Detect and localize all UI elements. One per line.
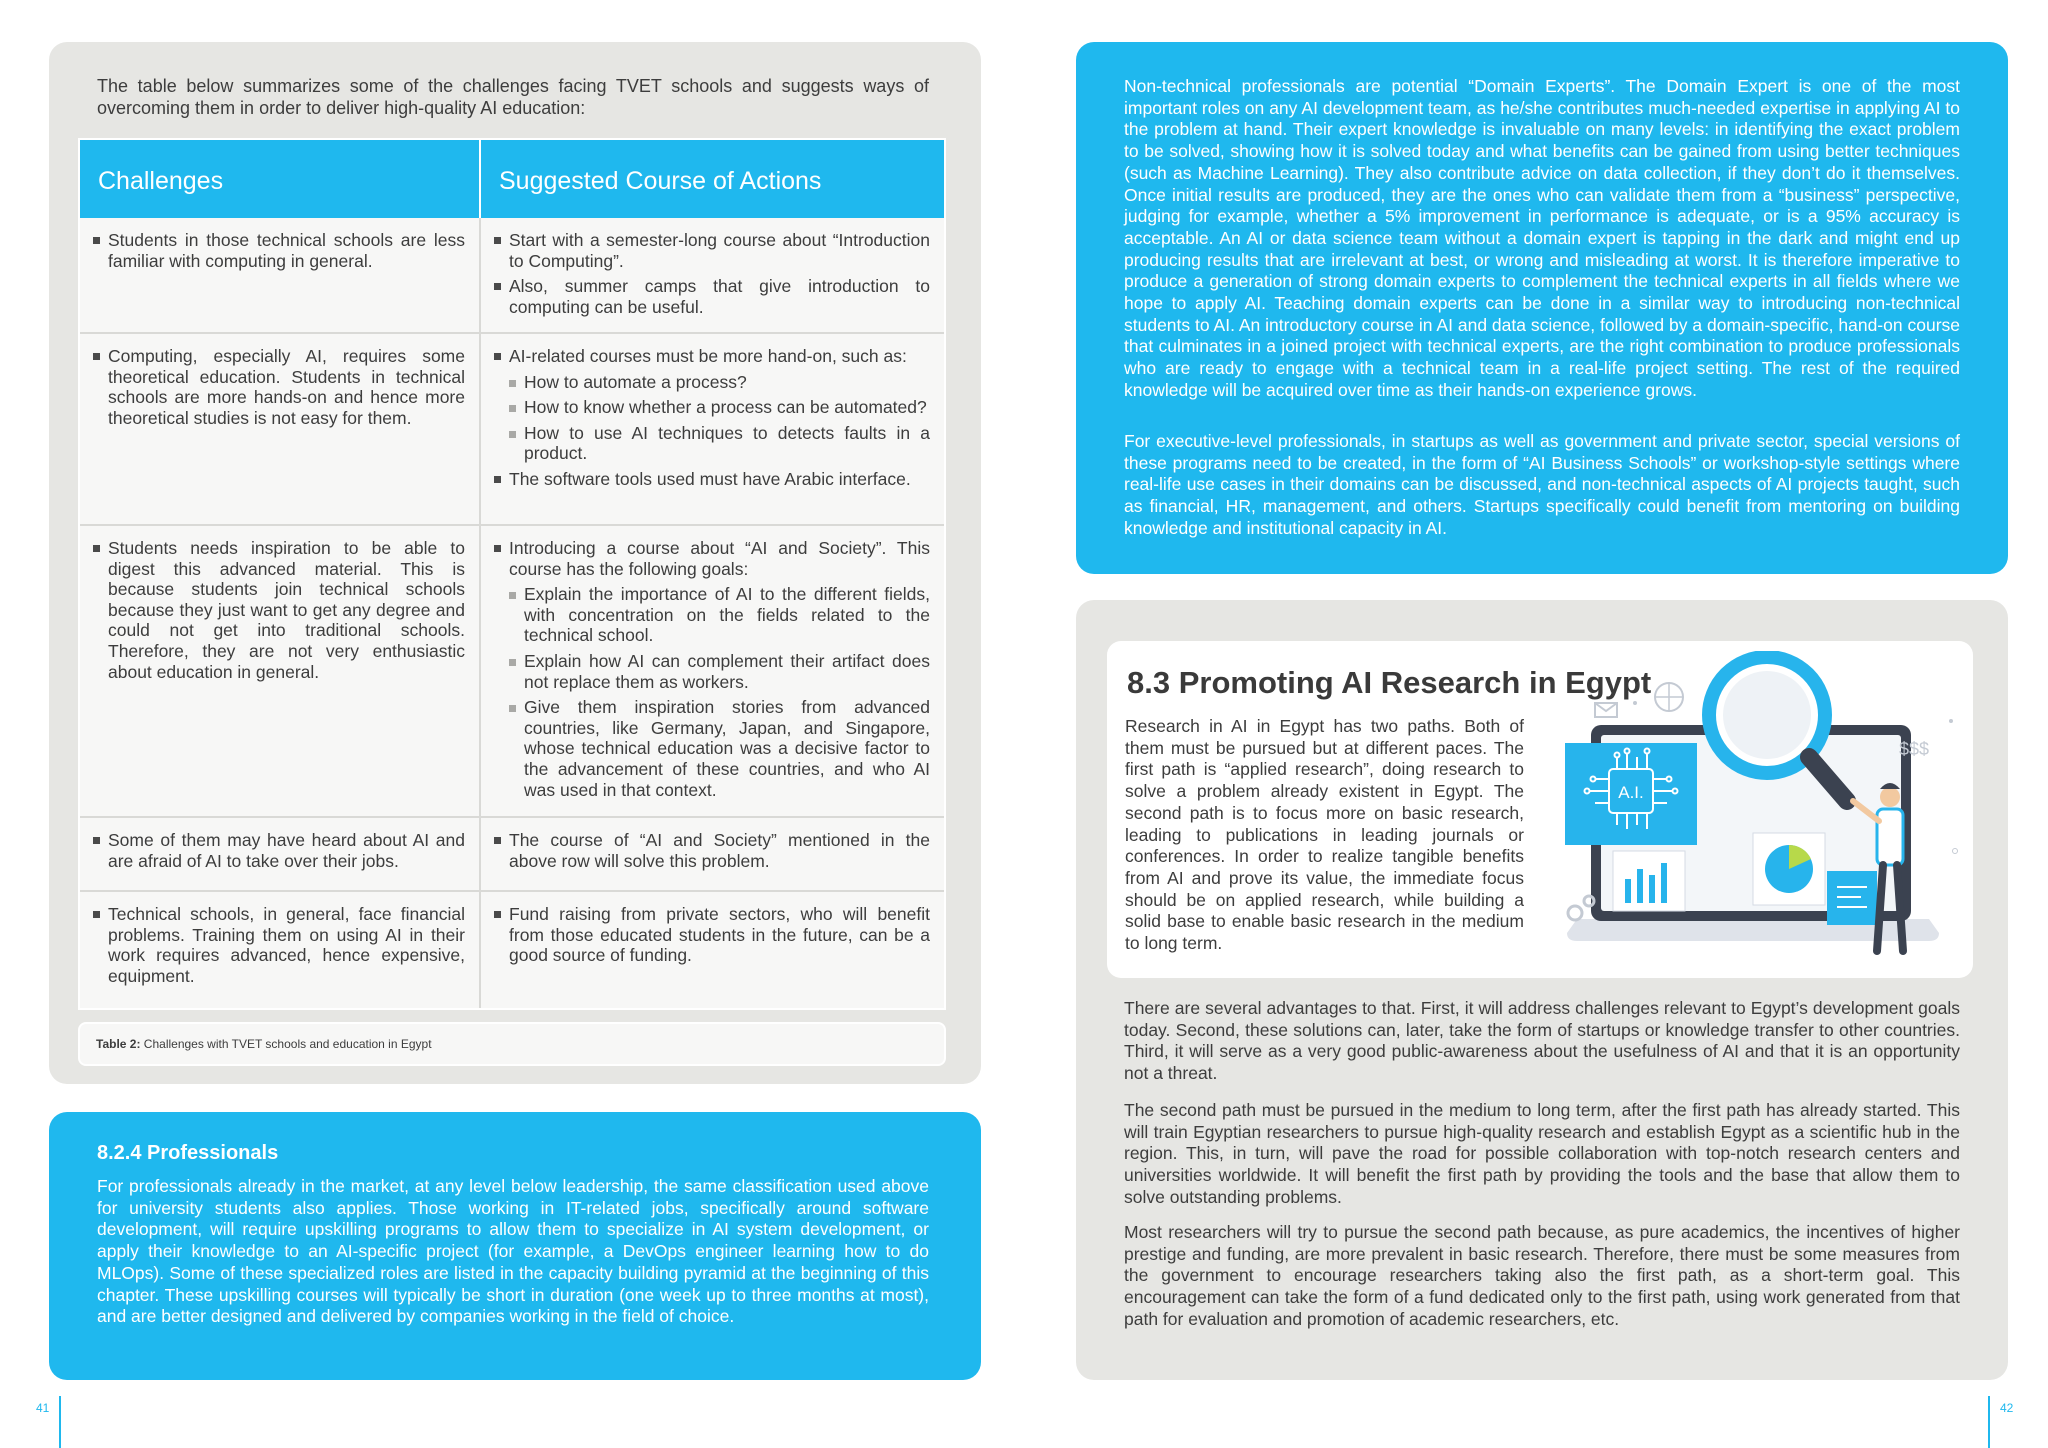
professionals-heading: 8.2.4 Professionals: [97, 1142, 279, 1164]
professionals-body: For professionals already in the market, at any level below leadership, the same classification used above for university students also applies. Those working in IT-related jobs, specifically around software development, will require upskilling programs to allow them to specialize in AI system development, or apply their knowledge to an AI-specific project (for example, a DevOps engineer learning how to do MLOps). Some of these specialized roles are listed in the capacity building pyramid at the beginning of this chapter. These upskilling courses will typically be short in duration (one week up to three months at most), and are better designed and delivered by companies working in the field of choice.: [97, 1176, 929, 1327]
action-subitem: How to know whether a process can be automated?: [493, 397, 930, 418]
challenge-text: Some of them may have heard about AI and are afraid of AI to take over their jobs.: [92, 830, 465, 871]
action-cell: [481, 526, 944, 816]
table-caption: [78, 1022, 946, 1066]
action-subitem: Explain the importance of AI to the different fields, with concentration on the fields related to the technical school.: [493, 584, 930, 646]
action-text: Also, summer camps that give introduction to computing can be useful.: [493, 276, 930, 317]
domain-experts-paragraph: Non-technical professionals are potential “Domain Experts”. The Domain Expert is one of the most important roles on any AI development team, as he/she contributes much-needed expertise in applying AI to the problem at hand. Their expert knowledge is invaluable on many levels: in identifying the exact problem to be solved, showing how it is solved today and what benefits can be gained from using better techniques (such as Machine Learning). They also contribute advice on data collection, if they don’t do it themselves. Once initial results are produced, they are the ones who can validate them from a “business” perspective, judging for example, whether a 5% improvement in performance is adequate, or is a 95% accuracy is acceptable. An AI or data science team without a domain expert is tapping in the dark and might end up producing results that are irrelevant at best, or wrong and misleading at worst. It is therefore imperative to produce a generation of strong domain experts to complement the technical experts in all fields where we hope to apply AI. Teaching domain experts can be done in a similar way to introducing non-technical students to AI. An introductory course in AI and data science, followed by a domain-specific, hand-on course that culminates in a joined project with technical experts, are the right combination to produce professionals who are ready to engage with a technical team in a real-life project setting. The rest of the required knowledge will be acquired over time as their hands-on experience grows.: [1124, 76, 1960, 400]
action-subitem: How to automate a process?: [493, 372, 930, 393]
action-cell: [481, 334, 944, 524]
challenge-text: Technical schools, in general, face financial problems. Training them on using AI in their work requires advanced, hence expensive, equipment.: [92, 904, 465, 986]
action-subitem: Give them inspiration stories from advanced countries, like Germany, Japan, and Singapore, whose technical education was a decisive factor to the advancement of these countries, and who AI was used in that context.: [493, 697, 930, 800]
challenge-cell: [80, 334, 481, 524]
header-actions: Suggested Course of Actions: [499, 167, 822, 195]
challenge-cell: [80, 818, 481, 890]
page-number-left: 41: [36, 1401, 50, 1415]
caption-label: Table 2:: [96, 1037, 141, 1051]
table-row: [80, 892, 944, 1008]
page-number-right: 42: [2000, 1401, 2014, 1415]
action-cell: [481, 892, 944, 1008]
challenges-table: [78, 138, 946, 1010]
action-text: The course of “AI and Society” mentioned in the above row will solve this problem.: [493, 830, 930, 871]
intro-text: The table below summarizes some of the challenges facing TVET schools and suggests ways of overcoming them in order to deliver high-quality AI education:: [97, 76, 929, 118]
challenge-cell: [80, 892, 481, 1008]
action-cell: [481, 218, 944, 332]
illustration-label: A.I.: [1618, 783, 1644, 802]
action-text: AI-related courses must be more hand-on, such as:: [493, 346, 930, 367]
section-feature-box: [1107, 641, 1973, 978]
executive-paragraph: For executive-level professionals, in startups as well as government and private sector, special versions of these programs need to be created, in the form of “AI Business Schools” or workshop-style settings where real-life use cases in their domains can be discussed, and non-technical aspects of AI projects taught, such as financial, HR, management, and others. Startups specifically could benefit from mentoring on building knowledge and institutional capacity in AI.: [1124, 431, 1960, 538]
section-intro: Research in AI in Egypt has two paths. Both of them must be pursued but at different paces. The first path is “applied research”, doing research to solve a problem already existent in Egypt. The second path is to focus more on basic research, leading to publications in leading journals or conferences. In order to realize tangible benefits from AI and prove its value, the immediate focus should be on applied research, while building a solid base to enable basic research in the medium to long term.: [1125, 716, 1524, 954]
page-rule-left: [59, 1396, 61, 1448]
caption-text: Challenges with TVET schools and education in Egypt: [140, 1037, 432, 1051]
table-row: [80, 818, 944, 892]
challenge-text: Students in those technical schools are less familiar with computing in general.: [92, 230, 465, 271]
table-row: [80, 526, 944, 818]
action-text: Start with a semester-long course about “Introduction to Computing”.: [493, 230, 930, 271]
advantages-paragraph: There are several advantages to that. First, it will address challenges relevant to Egypt’s development goals today. Second, these solutions can, later, take the form of startups or knowledge transfer to other countries. Third, it will serve as a very good public-awareness about the usefulness of AI and that it is an opportunity not a threat.: [1124, 998, 1960, 1084]
table-row: [80, 334, 944, 526]
challenge-cell: [80, 218, 481, 332]
challenge-text: Students needs inspiration to be able to digest this advanced material. This is because students join technical schools because they just want to get any degree and could not get into traditional schools. Therefore, they are not very enthusiastic about education in general.: [92, 538, 465, 682]
action-subitem: How to use AI techniques to detects faults in a product.: [493, 423, 930, 464]
header-challenges: Challenges: [80, 140, 481, 218]
second-path-paragraph: The second path must be pursued in the medium to long term, after the first path has already started. This will train Egyptian researchers to pursue high-quality research and establish Egypt as a scientific hub in the region. This, in turn, will pave the road for possible collaboration with top-notch research centers and universities worldwide. It will benefit the first path by providing the tools and the base that allow them to solve outstanding problems.: [1124, 1100, 1960, 1207]
table-panel: [49, 42, 981, 1084]
challenge-cell: [80, 526, 481, 816]
action-text: The software tools used must have Arabic interface.: [493, 469, 930, 490]
research-panel: [1076, 600, 2008, 1380]
challenge-text: Computing, especially AI, requires some theoretical education. Students in technical schools are more hands-on and hence more theoretical studies is not easy for them.: [92, 346, 465, 428]
professionals-panel: [49, 1112, 981, 1380]
table-header: [80, 140, 944, 218]
action-text: Fund raising from private sectors, who will benefit from those educated students in the future, can be a good source of funding.: [493, 904, 930, 966]
action-text: Introducing a course about “AI and Society”. This course has the following goals:: [493, 538, 930, 579]
ai-research-illustration: [1557, 651, 1963, 971]
domain-experts-panel: [1076, 42, 2008, 574]
page-rule-right: [1988, 1396, 1990, 1448]
table-row: [80, 218, 944, 334]
action-cell: [481, 818, 944, 890]
action-subitem: Explain how AI can complement their artifact does not replace them as workers.: [493, 651, 930, 692]
researchers-paragraph: Most researchers will try to pursue the second path because, as pure academics, the incentives of higher prestige and funding, are more prevalent in basic research. Therefore, there must be some measures from the government to encourage researchers taking also the first path, as a short-term goal. This encouragement can take the form of a fund dedicated only to the first path, using work generated from that path for evaluation and promotion of academic researchers, etc.: [1124, 1222, 1960, 1329]
section-title: 8.3 Promoting AI Research in Egypt: [1127, 665, 1652, 700]
illustration-money: $$$: [1899, 739, 1930, 759]
